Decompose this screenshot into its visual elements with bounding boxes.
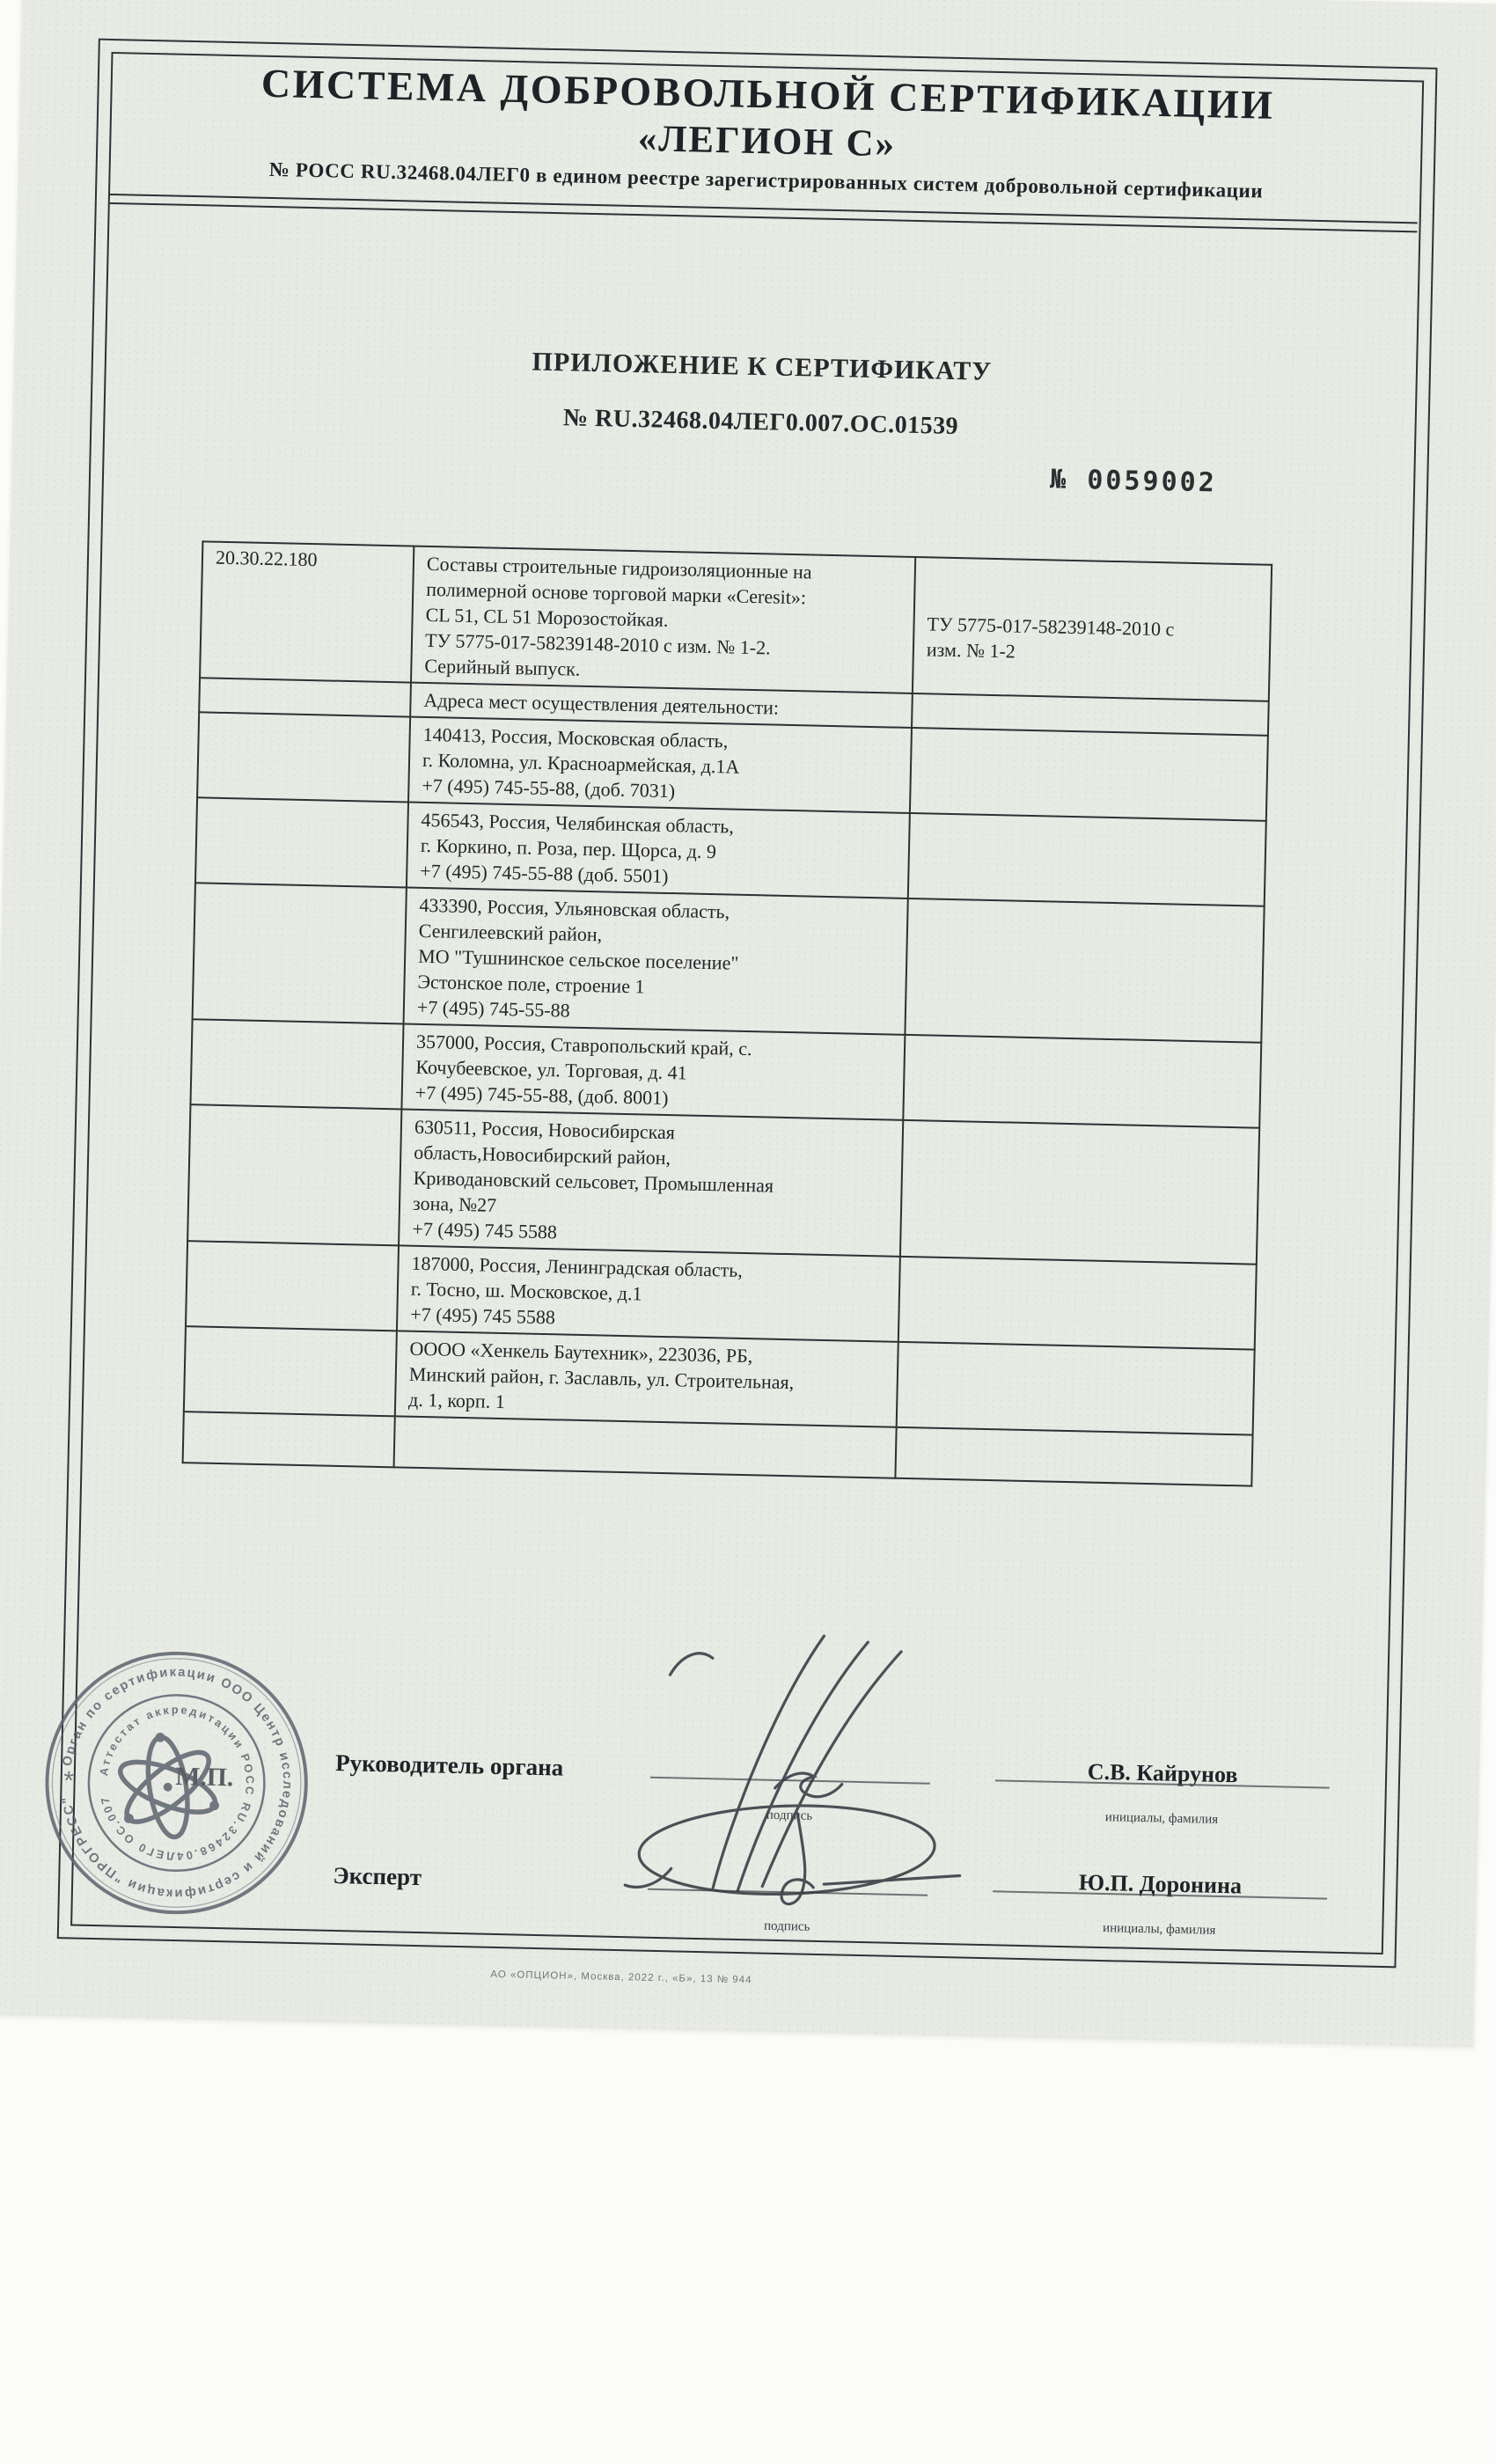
cell-note [898, 1257, 1257, 1350]
printing-house-line: АО «ОПЦИОН», Москва, 2022 г., «Б», 13 № 944 [490, 1969, 752, 1986]
table-line: г. Тосно, ш. Московское, д.1 [410, 1277, 642, 1305]
stamp-mp-text: М.П. [175, 1762, 234, 1793]
cell-main [399, 1109, 903, 1256]
table-line: +7 (495) 745-55-88 (доб. 5501) [420, 859, 669, 887]
cell-main [401, 1023, 905, 1119]
registry-line: № РОСС RU.32468.04ЛЕГ0 в едином реестре зарегистрированных систем добровольной сертификации [268, 158, 1264, 202]
table-line: +7 (495) 745 5588 [412, 1217, 558, 1243]
cell-main [408, 717, 912, 813]
table-row [187, 1104, 1259, 1264]
cell-main [395, 1331, 898, 1426]
table-line: Сенгилеевский район, [418, 919, 603, 946]
cell-main [404, 888, 908, 1035]
expert-name-caption: инициалы, фамилия [1102, 1921, 1216, 1938]
cell-code [187, 1104, 401, 1245]
document-title: ПРИЛОЖЕНИЕ К СЕРТИФИКАТУ [532, 347, 993, 386]
cell-note [895, 1427, 1252, 1486]
table-line: Составы строительные гидроизоляционные на [426, 552, 812, 583]
head-signature-caption: подпись [766, 1808, 813, 1823]
cell-code [199, 678, 411, 716]
cell-code: 20.30.22.180 [200, 541, 414, 682]
cell-main [411, 546, 915, 693]
cell-main [394, 1416, 897, 1478]
table-line: ОООО «Хенкель Баутехник», 223036, РБ, [409, 1337, 753, 1368]
table-line: Кочубеевское, ул. Торговая, д. 41 [415, 1055, 687, 1084]
table-line: область,Новосибирский район, [414, 1140, 671, 1170]
cell-note [897, 1342, 1255, 1435]
table-line: Серийный выпуск. [424, 654, 581, 680]
expert-name: Ю.П. Доронина [1078, 1869, 1243, 1899]
table-line: д. 1, корп. 1 [407, 1388, 506, 1413]
table-line: МО "Тушнинское сельское поселение" [417, 944, 739, 974]
table-line: г. Коломна, ул. Красноармейская, д.1А [422, 748, 740, 778]
table-line: +7 (495) 745-55-88, (доб. 8001) [414, 1081, 669, 1110]
head-name-caption: инициалы, фамилия [1104, 1810, 1219, 1827]
certificate-number: № RU.32468.04ЛЕГ0.007.ОС.01539 [562, 404, 959, 441]
table-line: 630511, Россия, Новосибирская [414, 1115, 676, 1144]
table-row [193, 883, 1265, 1042]
system-title-line1: СИСТЕМА ДОБРОВОЛЬНОЙ СЕРТИФИКАЦИИ [260, 60, 1275, 128]
cell-note [900, 1120, 1259, 1265]
cell-note [913, 557, 1272, 701]
cell-code [195, 797, 408, 887]
table-line: Криводановский сельсовет, Промышленная [413, 1166, 774, 1197]
table-note-line: изм. № 1-2 [926, 638, 1016, 663]
table-line: +7 (495) 745 5588 [410, 1302, 556, 1329]
table-line: +7 (495) 745-55-88, (доб. 7031) [422, 774, 676, 803]
cell-code [193, 883, 407, 1023]
table-line: Минский район, г. Заславль, ул. Строительная, [408, 1362, 795, 1394]
stamp-inner-ring-text: Аттестат аккредитации РОСС RU.32468.04ЛЕГ0 ОС.007 [97, 1702, 257, 1864]
head-name: С.В. Кайрунов [1087, 1758, 1238, 1788]
cell-code [184, 1326, 397, 1416]
cell-code [186, 1241, 399, 1331]
table-line: зона, №27 [412, 1192, 497, 1216]
cell-main [407, 803, 910, 898]
cell-main [397, 1245, 900, 1341]
cell-note [905, 898, 1264, 1043]
table-line: 433390, Россия, Ульяновская область, [419, 893, 730, 923]
cell-note [910, 728, 1268, 821]
expert-signature-caption: подпись [763, 1918, 810, 1934]
stamp-outer-ring-text: Орган по сертификации ООО Центр исследований и сертификации "ПРОГРЕСС" [60, 1665, 295, 1901]
expert-label: Эксперт [333, 1861, 422, 1891]
cell-note [908, 813, 1266, 906]
table-row [200, 541, 1272, 700]
official-stamp [34, 1641, 319, 1925]
table-line: ТУ 5775-017-58239148-2010 с изм. № 1-2. [424, 628, 771, 659]
certificate-table [182, 540, 1273, 1486]
cell-code [197, 712, 410, 802]
stamp-star-icon: * [62, 1766, 75, 1796]
table-line: +7 (495) 745-55-88 [416, 995, 570, 1022]
table-line: 140413, Россия, Московская область, [422, 722, 729, 752]
table-line: 456543, Россия, Челябинская область, [421, 808, 735, 838]
blank-number-stamp: № 0059002 [1049, 464, 1218, 499]
table-line: полимерной основе торговой марки «Ceresit»: [426, 577, 807, 609]
table-line: г. Коркино, п. Роза, пер. Щорса, д. 9 [420, 833, 717, 863]
table-line: Эстонское поле, строение 1 [417, 970, 645, 998]
cell-code [183, 1412, 395, 1467]
table-line: CL 51, CL 51 Морозостойкая. [425, 603, 669, 631]
system-title-line2: «ЛЕГИОН С» [637, 118, 897, 165]
cell-note [903, 1035, 1261, 1128]
handwritten-signature [588, 1617, 1016, 1916]
table-line: 357000, Россия, Ставропольский край, с. [415, 1030, 752, 1060]
table-line: Адреса мест осуществления деятельности: [423, 688, 780, 719]
cell-code [190, 1019, 403, 1109]
table-note-line: ТУ 5775-017-58239148-2010 с [927, 612, 1175, 641]
table-line: 187000, Россия, Ленинградская область, [411, 1251, 744, 1281]
head-of-body-label: Руководитель органа [334, 1749, 564, 1781]
